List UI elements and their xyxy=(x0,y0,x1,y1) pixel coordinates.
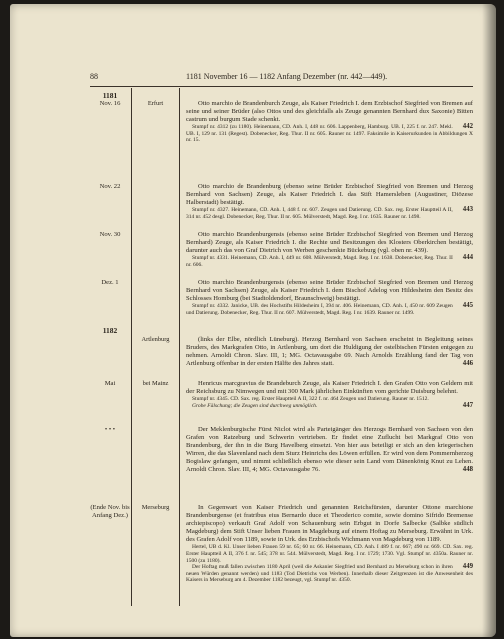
regest-sources: Stumpf nr. 4332. Janicke, UB. des Hochstifts Hildesheim I, 394 nr. 406. Heinemann, CD. Anh. I, 450 nr. 609 Zeugen und Datierung. Dobenecker, Reg. Thur. II nr. 607. Mülverstedt, Magd. Reg. I nr. 1639. Rauner nr. 1499. xyxy=(186,303,453,316)
regest-sources: Stumpf nr. 4331. Heinemann, CD. Anh. I, 449 nr. 608. Mülverstedt, Magd. Reg. I nr. 1638. Dobenecker, Reg. Thur. II nr. 606. xyxy=(186,255,453,268)
entry-date: Nov. 30 xyxy=(99,231,121,238)
regest-sources: Stumpf nr. 4312 (zu 1180). Heinemann, CD. Anh. I, 448 nr. 606. Lappenberg, Hamburg. UB. I, 225 f. nr. 247. Mekl. UB. I, 129 nr. 131 (Regest). Dobenecker, Reg. Thur. II nr. 605. Rauner nr. 1497. Faksimile in Kaiserurkunden in Abbildungen X nr. 15. xyxy=(186,124,473,144)
date-column-rule xyxy=(131,88,132,606)
entry-number: 446 xyxy=(462,360,473,368)
page-number: 88 xyxy=(90,72,98,81)
entry-place: Artlenburg xyxy=(141,336,170,343)
place-column-rule xyxy=(179,88,180,606)
entry-date: (Ende Nov. bis Anfang Dez.) xyxy=(90,504,130,520)
regest-text: (links der Elbe, nördlich Lüneburg). Herzog Bernhard von Sachsen erscheint in Begleitung seines Bruders, des Markgrafen Otto, in Artlenburg, um dort die Huldigung der ostelbischen Fürsten entgegen zu nehmen. Arnoldi Chron. Slav. III, 1; MG. Octavausgabe 69. Nach Arnolds Erzählung fand der Tag von Artlenburg offenbar in der ersten Hälfte des Jahres statt. xyxy=(186,336,473,368)
regest-entry xyxy=(186,504,473,584)
entry-number: 443 xyxy=(462,206,473,214)
regest-entry xyxy=(186,183,473,220)
year-label: 1182 xyxy=(102,326,118,335)
regest-sources: Hertel, UB d. Kl. Unser lieben Frauen 59 nr. 65; 60 nr. 66. Heinemann, CD. Anh. I 489 f. nr. 667; 490 nr. 669. CD. Sax. reg. Erster Hauptteil A II, 376 f. nr. 545; 378 nr. 544. Mülverstedt, Magd. Reg. I nr. 1729; 1730. Vgl. Stumpf nr. 4350a. Rauner nr. 1500 (zu 1180). xyxy=(186,544,473,564)
entry-number: 447 xyxy=(462,401,473,409)
header-rule xyxy=(90,86,473,87)
regest-entry xyxy=(186,100,473,144)
regest-entry xyxy=(186,426,473,475)
regest-note: Grobe Fälschung; die Zeugen sind durchweg unmöglich. xyxy=(192,402,318,409)
entry-date: Mai xyxy=(104,380,116,387)
regest-entry xyxy=(186,336,473,368)
regest-text: Otto marchio Brandenburgensis (ebenso seine Brüder Erzbischof Siegfried von Bremen und Herzog Bernhard) Zeuge, als Kaiser Friedrich I. die Rechte und Besitzungen des Klosters Oberkirchen bestätigt, darunter auch das von Graf Dietrich von Werben geschenkte Bückeburg (vgl. oben nr. 439). xyxy=(186,231,473,255)
regest-text: Henricus marcgravius de Brandeburch Zeuge, als Kaiser Friedrich I. den Grafen Otto von Geldern mit der Reichsburg zu Nimwegen und mit 300 Mark jährlichen Einkünften vom gerichte Duisburg belehnt. xyxy=(186,380,473,396)
regest-entry xyxy=(186,279,473,316)
regest-text: Otto marchio de Brandenburch Zeuge, als Kaiser Friedrich I. dem Erzbischof Siegfried von Bremen auf seine und seiner Brüder (also Ottos und des gleichfalls als Zeuge genannten Bernhard dux Saxonie) Bitten castrum und burgum Stade schenkt. xyxy=(186,100,473,124)
year-label: 1181 xyxy=(102,91,118,100)
entry-number: 449 xyxy=(462,563,473,571)
entry-number: 448 xyxy=(462,466,473,474)
entry-date: Dez. 1 xyxy=(101,279,119,286)
page-gutter-shadow xyxy=(482,4,496,637)
entry-place: Erfurt xyxy=(147,100,164,107)
running-title: 1181 November 16 — 1182 Anfang Dezember (nr. 442—449). xyxy=(186,72,388,81)
book-page xyxy=(10,4,496,637)
entry-date: • • • xyxy=(104,426,116,433)
regest-note: Der Hoftag muß fallen zwischen 1180 April (weil die Askanier Siegfried und Bernhard zu Merseburg schon in ihren neuen Würden genannt werden) und 1183 (Tod Dietrichs von Werben). Innerhalb dieser Zeitgrenzen ist die Anwesenheit des Kaisers in Merseburg am 4. Dezember 1182 bezeugt, vgl. Stumpf nr. 4350. xyxy=(186,564,473,584)
entry-number: 442 xyxy=(462,123,473,131)
entry-number: 444 xyxy=(462,254,473,262)
regest-entry xyxy=(186,231,473,268)
regest-text: In Gegenwart von Kaiser Friedrich und genannten Reichsfürsten, darunter Ottone marchione Brandenburgense (et fratribus eius Bernardo duce et Theoderico comite, sowie domino Sifrido Bremense archiepiscopo) verkauft Graf Adolf von Schauenburg sein Erbgut in Dorfe Salbecke (Salbke südlich Magdeburg) dem Stift Unser lieben Frauen in Magdeburg auf einem Hoftag zu Merseburg. Erwähnt in Urk. des Grafen Adolf von 1189, sowie in Urk. des Erzbischofs Wichmann von Magdeburg von 1189. xyxy=(186,504,473,544)
regest-text: Otto marchio de Brandenburg (ebenso seine Brüder Erzbischof Siegfried von Bremen und Herzog Bernhard von Sachsen) Zeuge, als Kaiser Friedrich I. das Stift Hamersleben (Augustiner, Diözese Halberstadt) bestätigt. xyxy=(186,183,473,207)
entry-number: 445 xyxy=(462,302,473,310)
regest-text: Otto marchio Brandenburgensis (ebenso seine Brüder Erzbischof Siegfried von Bremen und Herzog Bernhard von Sachsen) Zeuge, als Kaiser Friedrich I. dem Bischof Adelog von Hildesheim den Besitz des Schlosses Homburg (bei Stadtoldendorf, Braunschweig) bestätigt. xyxy=(186,279,473,303)
entry-date: Nov. 16 xyxy=(99,100,121,107)
entry-place: Merseburg xyxy=(141,504,170,511)
regest-sources: Stumpf nr. 4327. Heinemann, CD. Anh. I, 448 f. nr. 607. Zeugen und Datierung. CD. Sax. reg. Erster Hauptteil A II, 314 nr. 452 desgl. Dobenecker, Reg. Thur. II nr. 605. Mülverstedt, Magd. Reg. I nr. 1635. Rauner nr. 1498. xyxy=(186,207,453,220)
regest-entry xyxy=(186,380,473,409)
regest-text: Der Meklenburgische Fürst Niclot wird als Parteigänger des Herzogs Bernhard von Sachsen von den Grafen von Ratzeburg und Schwerin vertrieben. Er findet eine Zuflucht bei Markgraf Otto von Brandenburg, der ihn in die Burg Havelberg einsetzt. Von hier aus beteiligt er sich an den kriegerischen Wirren, die das Slavenland nach dem Sturz Heinrichs des Löwen erfüllen. Er wird von dem Pommernherzog Bogislaw gefangen, und nimmt schließlich ebenso wie dieser sein Land vom Dänenkönig Knut zu Lehen. Arnoldi Chron. Slav. III, 4; MG. Octavausgabe 76. xyxy=(186,426,473,474)
entry-date: Nov. 22 xyxy=(99,183,121,190)
regest-sources: Stumpf nr. 4345. CD. Sax. reg. Erster Hauptteil A II, 322 f. nr. 464 Zeugen und Datierung. Rauner nr. 1512. xyxy=(192,396,429,403)
entry-place: bei Mainz xyxy=(142,380,169,387)
